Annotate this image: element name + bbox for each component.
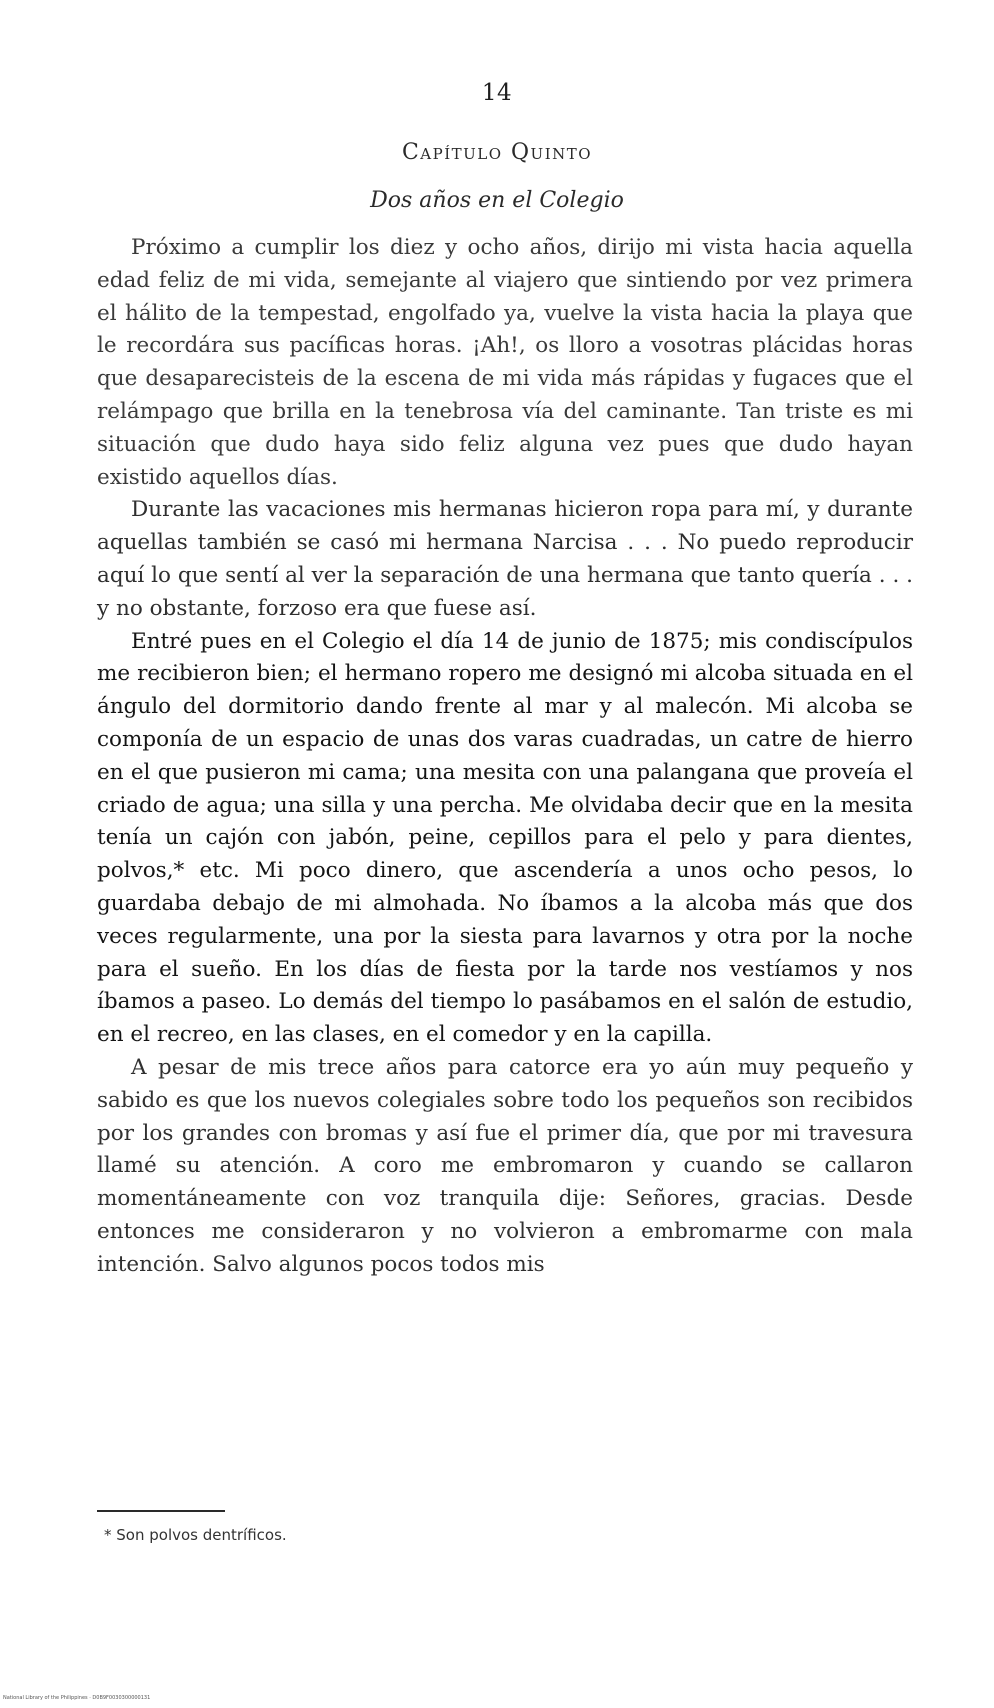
paragraph-4: A pesar de mis trece años para catorce era yo aún muy pequeño y sabido es que los nuevos colegiales sobre todo los pequeños son recibidos por los grandes con bromas y así fue el primer día, que por mi travesura llamé su atención. A coro me embromaron y cuando se callaron momentáneamente con voz tranquila dije: Señores, gracias. Desde entonces me consideraron y no volvieron a embromarme con mala intención. Salvo algunos pocos todos mis: [97, 1054, 913, 1277]
footnote: * Son polvos dentríficos.: [104, 1526, 287, 1544]
chapter-title: Capítulo Quinto: [401, 140, 593, 165]
footnote-divider: [97, 1510, 225, 1512]
page-number: 14: [481, 80, 513, 106]
paragraph-1: Próximo a cumplir los diez y ocho años, dirijo mi vista hacia aquella edad feliz de mi vida, semejante al viajero que sintiendo por vez primera el hálito de la tempestad, engolfado ya, vuelve la vista hacia la playa que le recordára sus pacíficas horas. ¡Ah!, os lloro a vosotras plácidas horas que desaparecisteis de la escena de mi vida más rápidas y fugaces que el relámpago que brilla en la tenebrosa vía del caminante. Tan triste es mi situación que dudo haya sido feliz alguna vez pues que dudo hayan existido aquellos días.: [97, 235, 913, 490]
chapter-subtitle: Dos años en el Colegio: [370, 188, 624, 213]
paragraph-2: Durante las vacaciones mis hermanas hicieron ropa para mí, y durante aquellas también se casó mi hermana Narcisa . . . No puedo reproducir aquí lo que sentí al ver la separación de una hermana que tanto quería . . . y no obstante, forzoso era que fuese así.: [97, 497, 913, 621]
library-watermark: National Library of the Philippines · D0B9F0030300000131: [3, 1695, 151, 1701]
body-text: [97, 232, 913, 1282]
paragraph-3: Entré pues en el Colegio el día 14 de junio de 1875; mis condiscípulos me recibieron bien; el hermano ropero me designó mi alcoba situada en el ángulo del dormitorio dando frente al mar y al malecón. Mi alcoba se componía de un espacio de unas dos varas cuadradas, un catre de hierro en el que pusieron mi cama; una mesita con una palangana que proveía el criado de agua; una silla y una percha. Me olvidaba decir que en la mesita tenía un cajón con jabón, peine, cepillos para el pelo y para dientes, polvos,* etc. Mi poco dinero, que ascendería a unos ocho pesos, lo guardaba debajo de mi almohada. No íbamos a la alcoba más que dos veces regularmente, una por la siesta para lavarnos y otra por la noche para el sueño. En los días de fiesta por la tarde nos vestíamos y nos íbamos a paseo. Lo demás del tiempo lo pasábamos en el salón de estudio, en el recreo, en las clases, en el comedor y en la capilla.: [97, 628, 913, 1048]
